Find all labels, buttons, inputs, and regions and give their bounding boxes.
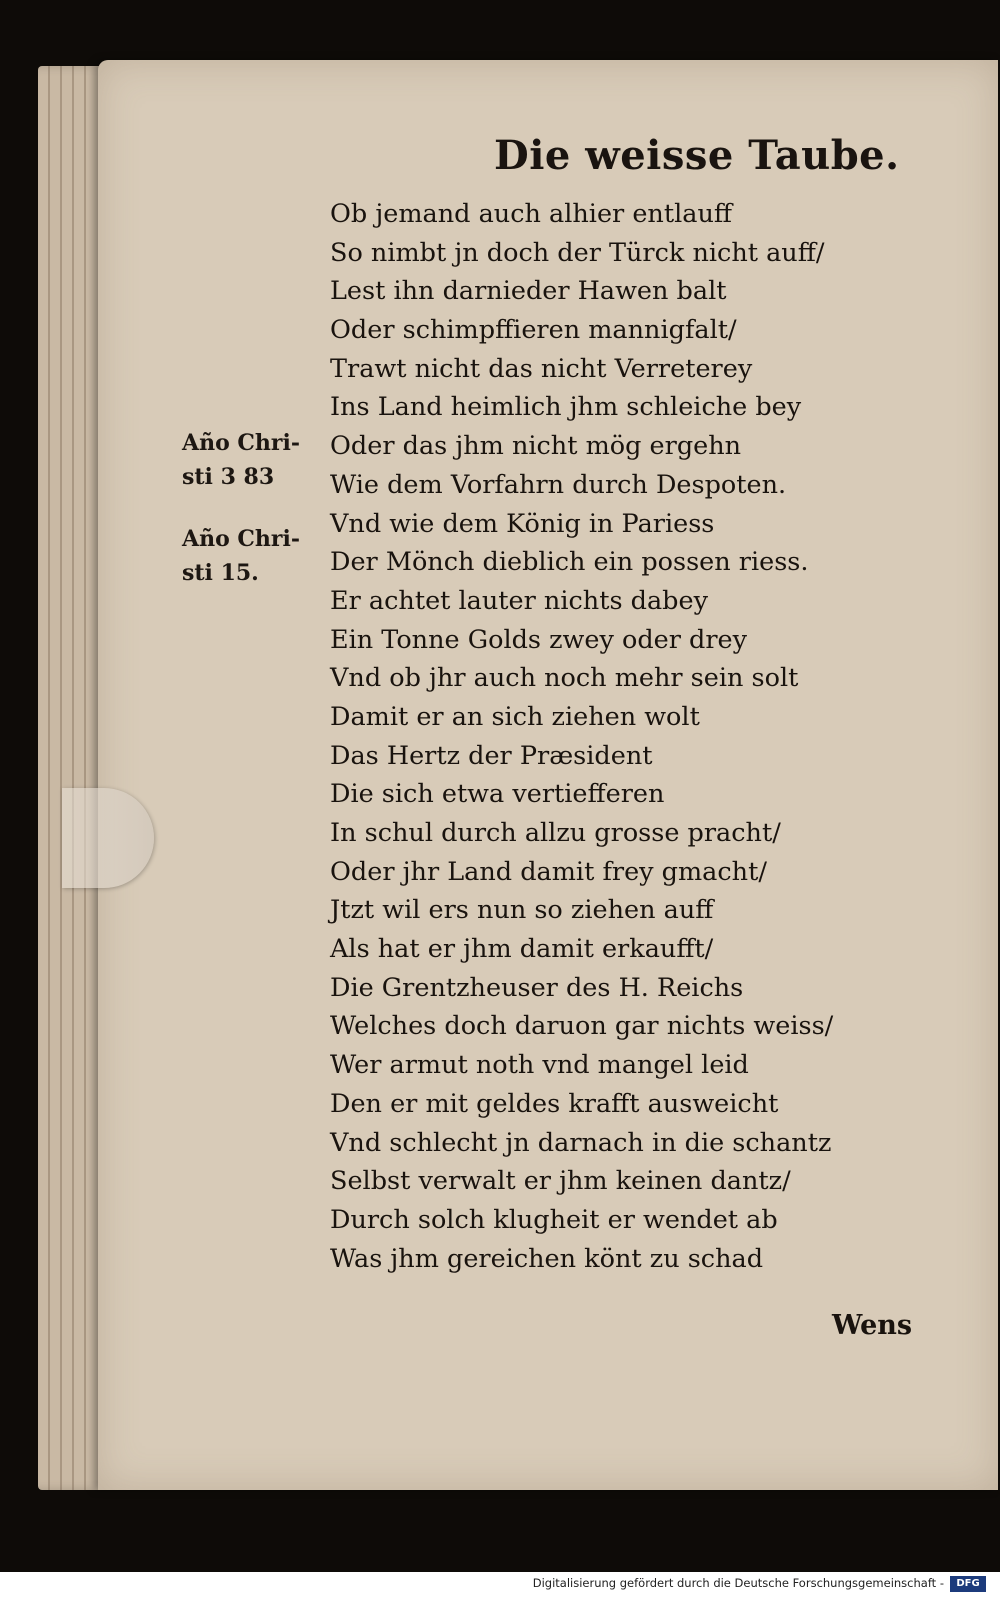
verse-line: Wie dem Vorfahrn durch Despoten. [330,469,787,500]
verse-line: Wer armut noth vnd mangel leid [330,1050,749,1081]
verse-line: Ein Tonne Golds zwey oder drey [330,624,748,655]
page-title: Die weisse Taube. [494,132,900,179]
verse-text [330,195,870,1278]
verse-line: Oder schimpffieren mannigfalt/ [330,315,737,346]
verse-line: Der Mönch dieblich ein possen riess. [330,547,809,578]
verse-line: Oder jhr Land damit frey gmacht/ [330,856,767,887]
dfg-logo-icon: DFG [950,1576,986,1592]
marginal-note-year-1 [182,426,300,494]
marginal-note-line: Año Chri- [182,526,300,552]
verse-line: Den er mit geldes krafft ausweicht [330,1088,779,1119]
verse-line: Oder das jhm nicht mög ergehn [330,431,742,462]
verse-line: Welches doch daruon gar nichts weiss/ [330,1011,834,1042]
verse-line: In schul durch allzu grosse pracht/ [330,818,781,848]
verse-line: Lest ihn darnieder Hawen balt [330,276,727,307]
verse-line: Die Grentzheuser des H. Reichs [330,972,744,1003]
catchword: Wens [832,1310,913,1341]
verse-line: Damit er an sich ziehen wolt [330,701,700,732]
footer-credit: Digitalisierung gefördert durch die Deutsche Forschungsgemeinschaft - [532,1576,944,1590]
verse-line: Vnd wie dem König in Pariess [330,508,715,539]
verse-line: Die sich etwa vertiefferen [330,779,665,810]
verse-line: Er achtet lauter nichts dabey [330,585,708,616]
marginal-note-line: sti 15. [182,560,259,586]
verse-line: Was jhm gereichen könt zu schad [330,1243,764,1274]
verse-line: Als hat er jhm damit erkaufft/ [330,934,714,965]
verse-line: Das Hertz der Præsident [330,740,653,771]
verse-line: Vnd ob jhr auch noch mehr sein solt [330,663,799,694]
verse-line: So nimbt jn doch der Türck nicht auff/ [330,237,825,268]
verse-line: Vnd schlecht jn darnach in die schantz [330,1127,832,1158]
marginal-note-line: Año Chri- [182,430,300,456]
verse-line: Jtzt wil ers nun so ziehen auff [330,895,714,926]
verse-line: Ins Land heimlich jhm schleiche bey [330,392,802,423]
verse-line: Selbst verwalt er jhm keinen dantz/ [330,1166,791,1197]
verse-line: Ob jemand auch alhier entlauff [330,199,732,229]
marginal-note-year-2 [182,522,300,590]
marginal-note-line: sti 3 83 [182,464,275,490]
verse-line: Durch solch klugheit er wendet ab [330,1204,778,1235]
verse-line: Trawt nicht das nicht Verreterey [330,353,753,384]
